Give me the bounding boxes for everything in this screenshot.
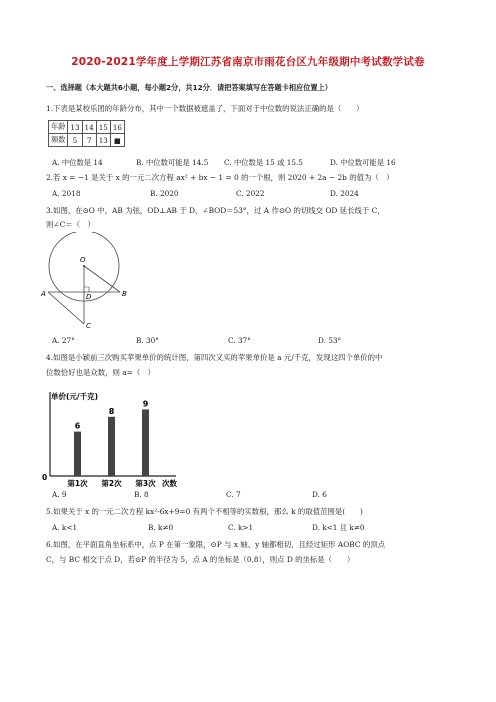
unit-price-bar-chart (40, 388, 190, 488)
table-cell: 14 (82, 121, 96, 134)
option-d: D. 53° (318, 336, 342, 345)
circle-tangent-figure (40, 232, 140, 332)
question-6-stem: 6.如图，在平面直角坐标系中，点 P 在第一象限，⊙P 与 x 轴、y 轴都相切，且经过矩形 AOBC 的顶点 (46, 540, 386, 549)
option-d: D. 6 (312, 490, 327, 499)
option-a: A. 中位数是 14 (52, 158, 103, 167)
option-d: D. 2024 (330, 189, 359, 198)
question-1-stem: 1.下表是某校乐团的年龄分布，其中一个数据被遮盖了，下面对于中位数的说法正确的是（ ） (46, 104, 364, 113)
option-b: B. 2020 (150, 189, 179, 198)
bar (74, 432, 81, 476)
bar-value-label: 9 (142, 399, 149, 409)
option-b: B. 8 (134, 490, 149, 499)
x-axis-label: 次数 (162, 479, 177, 488)
option-d: D. k<1 且 k≠0 (312, 523, 365, 532)
option-b: B. 30° (136, 336, 159, 345)
question-3-stem: 3.如图，在⊙O 中，AB 为弦，OD⊥AB 于 D，∠BOD＝53°，过 A 作⊙O 的切线交 OD 延长线于 C， (46, 206, 385, 215)
option-a: A. 2018 (52, 189, 81, 198)
label-b: B (122, 290, 127, 298)
question-2-stem: 2.若 x = −1 是关于 x 的一元二次方程 ax² + bx − 1 = 0 的一个根，则 2020 + 2a − 2b 的值为（ ） (46, 173, 394, 182)
table-cell: 13 (68, 121, 82, 134)
option-a: A. 9 (52, 490, 67, 499)
table-cell: 年龄 (49, 121, 68, 134)
label-a: A (41, 290, 46, 298)
table-cell: 频数 (49, 134, 68, 147)
question-5-stem: 5.如果关于 x 的一元二次方程 kx²-6x+9=0 有两个不相等的实数根，那么 k 的取值范围是( ) (46, 507, 363, 516)
bar-value-label: 8 (108, 406, 115, 416)
option-c: C. k>1 (228, 523, 254, 532)
category-label: 第3次 (135, 479, 156, 488)
question-3-stem-cont: 则∠C＝（ ） (46, 220, 95, 229)
question-4-stem: 4.如图是小颖前三次购买苹果单价的统计图，第四次又买的苹果单价是 a 元/千克，发现这四个单价的中 (46, 353, 383, 362)
origin-label: 0 (42, 473, 48, 482)
option-c: C. 2022 (236, 189, 265, 198)
table-cell: 16 (110, 121, 124, 134)
bar (108, 417, 115, 476)
label-c: C (86, 322, 91, 330)
table-cell: 7 (82, 134, 96, 147)
table-cell: ■ (110, 134, 124, 147)
option-b: B. 中位数可能是 14.5 (136, 158, 209, 167)
y-axis-label: 单价(元/千克) (51, 392, 99, 401)
table-cell: 13 (96, 134, 110, 147)
question-4-stem-cont: 位数恰好也是众数，则 a=（ ） (46, 368, 156, 377)
option-b: B. k≠0 (148, 523, 174, 532)
category-label: 第1次 (67, 479, 88, 488)
question-6-stem-cont: C，与 BC 相交于点 D，若⊙P 的半径为 5，点 A 的坐标是（0,8），则点 D 的坐标是（ ） (46, 555, 355, 564)
page-title: 2020-2021学年度上学期江苏省南京市雨花台区九年级期中考试数学试卷 (71, 56, 425, 68)
label-o: O (80, 256, 86, 264)
bar-value-label: 6 (74, 421, 81, 431)
option-a: A. k<1 (52, 523, 78, 532)
option-d: D. 中位数可能是 16 (330, 158, 396, 167)
option-c: C. 中位数是 15 或 15.5 (224, 158, 303, 167)
table-cell: 15 (96, 121, 110, 134)
bar (142, 409, 149, 476)
label-d: D (86, 293, 92, 301)
option-a: A. 27° (52, 336, 75, 345)
category-label: 第2次 (101, 479, 122, 488)
age-frequency-table (48, 120, 125, 147)
option-c: C. 7 (226, 490, 241, 499)
table-cell: 5 (68, 134, 82, 147)
section-heading: 一、选择题（本大题共6小题，每小题2分，共12分．请把答案填写在答题卡相应位置上） (46, 83, 332, 92)
option-c: C. 37° (228, 336, 251, 345)
